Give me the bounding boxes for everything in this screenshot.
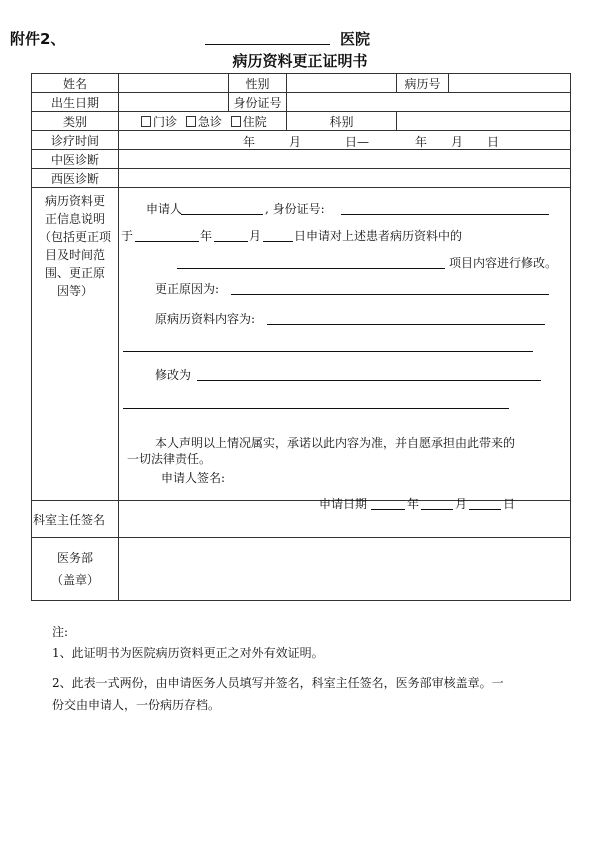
tcm-dx-field[interactable]: [119, 150, 571, 169]
record-no-field[interactable]: [449, 74, 571, 93]
note-1: 1、此证明书为医院病历资料更正之对外有效证明。: [52, 646, 324, 660]
wm-dx-field[interactable]: [119, 169, 571, 188]
dept-field[interactable]: [397, 112, 571, 131]
correction-label-line: （包括更正项: [38, 230, 111, 244]
apply-month-label: 月: [249, 229, 262, 243]
emergency-label: 急诊: [197, 114, 222, 129]
reason-label: 更正原因为:: [155, 282, 220, 296]
row-visit-time: [32, 131, 571, 150]
visit-day2: 日: [487, 135, 500, 149]
apply-date-month: 月: [455, 497, 468, 511]
id-no-blank[interactable]: [341, 214, 549, 215]
apply-date-month-blank[interactable]: [421, 509, 453, 510]
row-tcm-dx: [32, 150, 571, 169]
name-field[interactable]: [119, 74, 229, 93]
original-label: 原病历资料内容为:: [155, 312, 256, 326]
row-correction: [32, 188, 571, 501]
row-wm-dx: [32, 169, 571, 188]
visit-year2: 年: [415, 135, 428, 149]
apply-year-label: 年: [200, 229, 213, 243]
correction-form: [31, 73, 571, 601]
at-label: 于: [121, 229, 134, 243]
apply-date-year-blank[interactable]: [371, 509, 405, 510]
signature-label: 申请人签名:: [161, 471, 226, 485]
visit-day-dash: 日—: [345, 135, 370, 149]
record-no-label: 病历号: [397, 74, 449, 93]
apply-day-blank[interactable]: [263, 241, 293, 242]
apply-date-day: 日: [503, 497, 516, 511]
medical-dept-field[interactable]: [119, 538, 571, 601]
medical-dept-label-cell: [32, 538, 119, 601]
emergency-checkbox[interactable]: [186, 116, 196, 127]
seal-label: （盖章）: [50, 573, 99, 587]
apply-date-year: 年: [407, 497, 420, 511]
applicant-label: 申请人: [146, 202, 183, 216]
correction-label-line: 正信息说明: [44, 212, 105, 226]
visit-year1: 年: [243, 135, 256, 149]
reason-blank[interactable]: [231, 294, 549, 295]
name-label: 姓名: [32, 74, 119, 93]
note-2-line-2: 份交由申请人，一份病历存档。: [52, 698, 221, 712]
original-blank-1[interactable]: [267, 324, 545, 325]
outpatient-label: 门诊: [153, 114, 178, 129]
id-label: 身份证号: [229, 93, 287, 112]
apply-year-blank[interactable]: [135, 241, 199, 242]
wm-dx-label: 西医诊断: [32, 169, 119, 188]
gender-field[interactable]: [287, 74, 397, 93]
modify-to-blank-1[interactable]: [197, 380, 541, 381]
medical-dept-label: 医务部: [56, 551, 93, 565]
modify-to-label: 修改为: [155, 368, 192, 382]
correction-label-line: 病历资料更: [44, 194, 105, 208]
item-blank[interactable]: [177, 268, 445, 269]
birth-field[interactable]: [119, 93, 229, 112]
correction-label-line: 目及时间范: [44, 248, 105, 262]
document-title: 病历资料更正证明书: [232, 52, 368, 70]
category-options: [119, 112, 287, 131]
inpatient-label: 住院: [242, 114, 267, 129]
applicant-blank[interactable]: [181, 214, 263, 215]
correction-label-line: 因等）: [56, 284, 93, 298]
correction-detail: [119, 188, 571, 511]
id-field[interactable]: [287, 93, 571, 112]
gender-label: 性别: [229, 74, 287, 93]
visit-month2: 月: [451, 135, 464, 149]
declaration-line-2: 一切法律责任。: [127, 452, 212, 466]
tcm-dx-label: 中医诊断: [32, 150, 119, 169]
notes-heading: 注:: [52, 625, 69, 639]
row-director: [32, 501, 571, 538]
correction-label: [32, 188, 119, 501]
inpatient-checkbox[interactable]: [231, 116, 241, 127]
visit-month1: 月: [289, 135, 302, 149]
visit-time-label: 诊疗时间: [32, 131, 119, 150]
original-blank-2[interactable]: [123, 351, 533, 352]
visit-time-field[interactable]: [119, 131, 571, 150]
hospital-name-blank[interactable]: [205, 44, 330, 45]
declaration-line-1: 本人声明以上情况属实，承诺以此内容为准，并自愿承担由此带来的: [155, 436, 516, 450]
category-label: 类别: [32, 112, 119, 131]
apply-day-text: 日申请对上述患者病历资料中的: [294, 229, 463, 243]
row-category: [32, 112, 571, 131]
row-name: [32, 74, 571, 93]
id-no-label: , 身份证号:: [265, 202, 325, 216]
modify-to-blank-2[interactable]: [123, 408, 509, 409]
note-2-line-1: 2、此表一式两份，由申请医务人员填写并签名，科室主任签名，医务部审核盖章。一: [52, 676, 504, 690]
apply-date-day-blank[interactable]: [469, 509, 501, 510]
row-birth: [32, 93, 571, 112]
correction-label-line: 围、更正原: [44, 266, 105, 280]
outpatient-checkbox[interactable]: [141, 116, 151, 127]
hospital-suffix: 医院: [340, 30, 371, 48]
apply-month-blank[interactable]: [214, 241, 248, 242]
item-modify-text: 项目内容进行修改。: [449, 256, 558, 270]
row-medical-dept: [32, 538, 571, 601]
birth-label: 出生日期: [32, 93, 119, 112]
attachment-label: 附件2、: [10, 30, 66, 48]
dept-label: 科别: [287, 112, 397, 131]
director-sign-label: 科室主任签名: [32, 501, 119, 538]
apply-date-label: 申请日期: [319, 497, 368, 511]
